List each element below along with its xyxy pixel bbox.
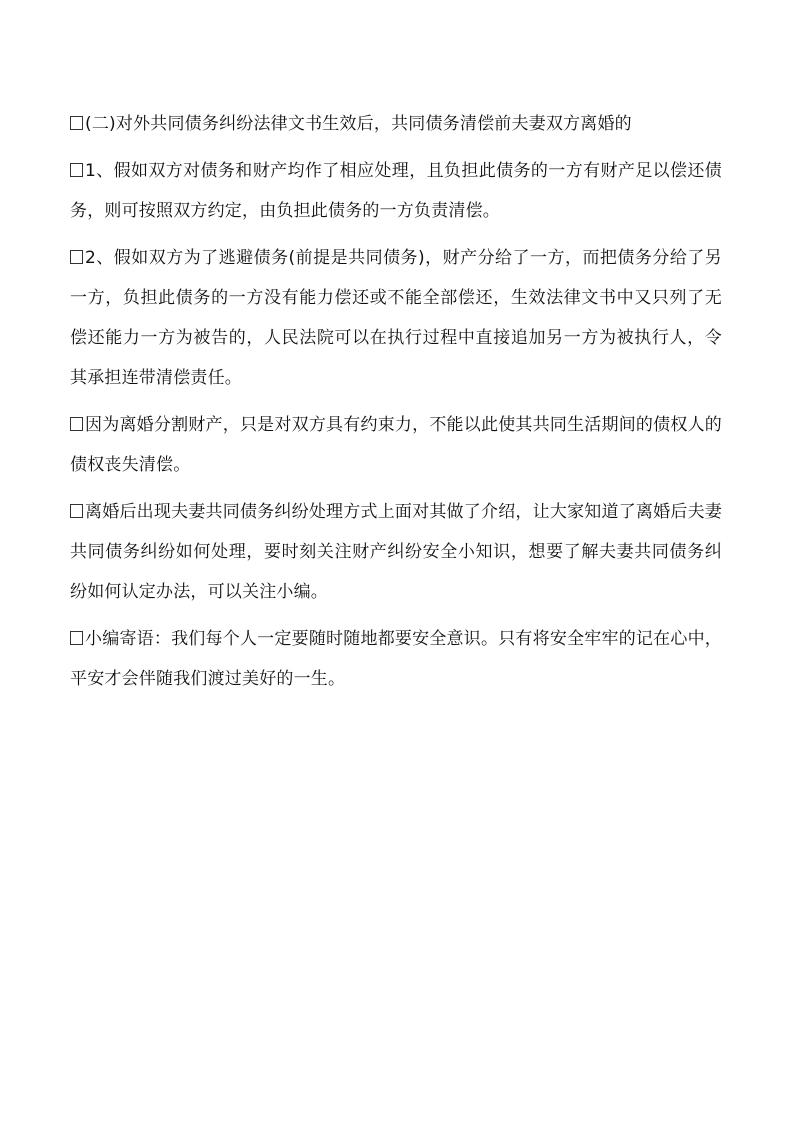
checkbox-icon [70, 504, 83, 518]
paragraph-text: 2、假如双方为了逃避债务(前提是共同债务)，财产分给了一方，而把债务分给了另一方，负担此债务的一方没有能力偿还或不能全部偿还，生效法律文书中又只列了无偿还能力一方为被告的，人民法院可以在执行过程中直接追加另一方为被执行人，令其承担连带清偿责任。 [70, 248, 722, 388]
paragraph-1 [70, 104, 722, 144]
document-body [70, 104, 722, 706]
paragraph-text: 因为离婚分割财产，只是对双方具有约束力，不能以此使其共同生活期间的债权人的债权丧失清偿。 [70, 415, 722, 475]
paragraph-6 [70, 619, 722, 699]
checkbox-icon [70, 250, 83, 264]
checkbox-icon [70, 631, 83, 645]
paragraph-4 [70, 405, 722, 485]
paragraph-5 [70, 492, 722, 612]
checkbox-icon [70, 417, 83, 431]
checkbox-icon [70, 116, 83, 130]
paragraph-text: 离婚后出现夫妻共同债务纠纷处理方式上面对其做了介绍，让大家知道了离婚后夫妻共同债务纠纷如何处理，要时刻关注财产纠纷安全小知识，想要了解夫妻共同债务纠纷如何认定办法，可以关注小编。 [70, 502, 722, 602]
paragraph-text: 小编寄语：我们每个人一定要随时随地都要安全意识。只有将安全牢牢的记在心中，平安才会伴随我们渡过美好的一生。 [70, 629, 722, 689]
paragraph-text: (二)对外共同债务纠纷法律文书生效后，共同债务清偿前夫妻双方离婚的 [85, 114, 632, 134]
paragraph-3 [70, 238, 722, 398]
paragraph-text: 1、假如双方对债务和财产均作了相应处理，且负担此债务的一方有财产足以偿还债务，则可按照双方约定，由负担此债务的一方负责清偿。 [70, 161, 722, 221]
paragraph-2 [70, 151, 722, 231]
checkbox-icon [70, 163, 83, 177]
